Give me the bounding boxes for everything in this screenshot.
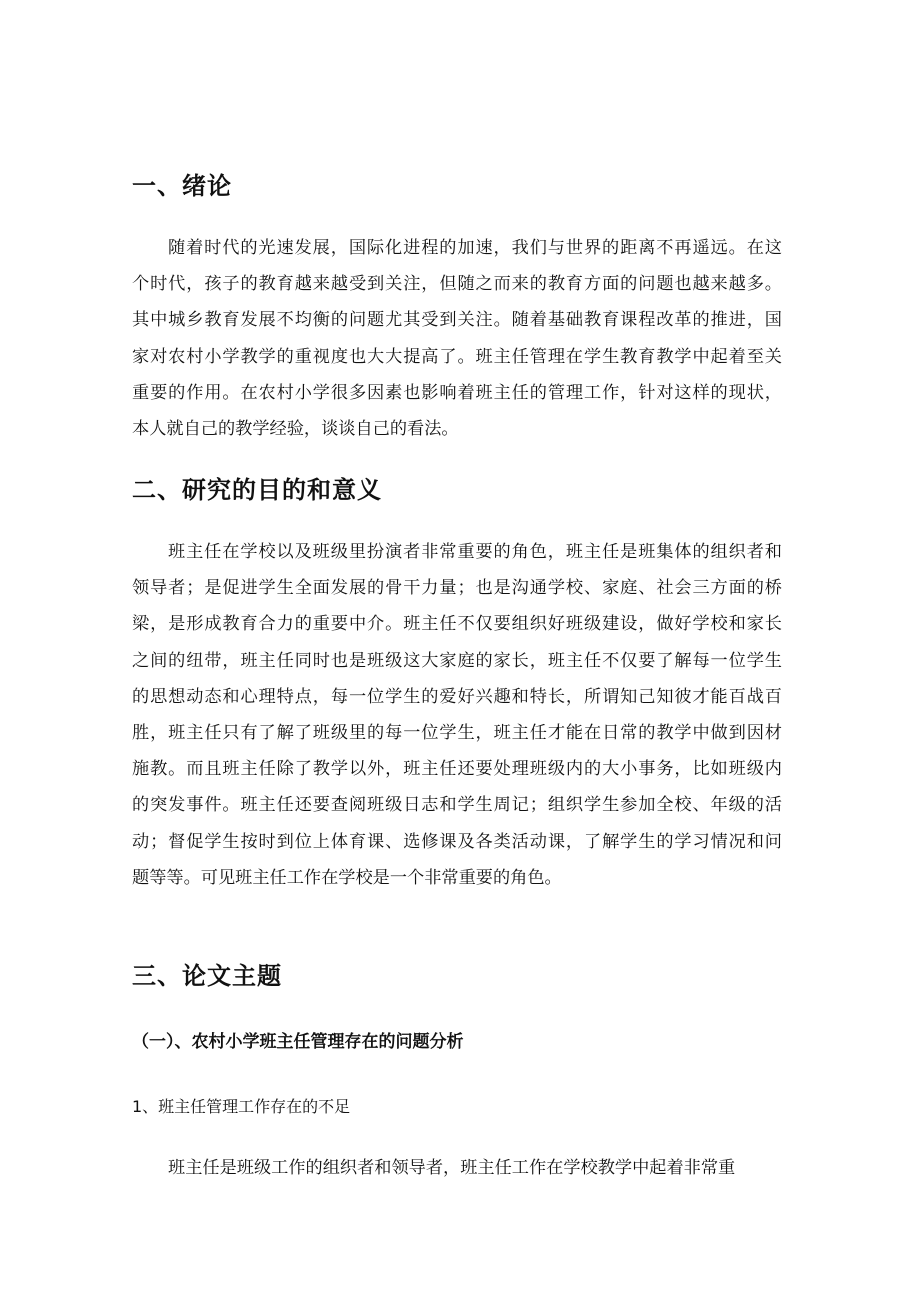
section-paragraph-thesis-topic [132,1150,782,1186]
subsubsection-heading: 1、班主任管理工作存在的不足 [132,1097,351,1116]
paragraph-line: 的突发事件。班主任还要查阅班级日志和学生周记；组织学生参加全校、年级的活 [132,795,782,816]
paragraph-line: 施教。而且班主任除了教学以外，班主任还要处理班级内的大小事务，比如班级内 [132,759,782,780]
paragraph-line: 题等等。可见班主任工作在学校是一个非常重要的角色。 [132,867,562,888]
section-paragraph-purpose [132,534,782,896]
paragraph-line: 领导者；是促进学生全面发展的骨干力量；也是沟通学校、家庭、社会三方面的桥 [132,578,782,599]
paragraph-line: 随着时代的光速发展，国际化进程的加速，我们与世界的距离不再遥远。在这 [168,238,782,258]
paragraph-line: 其中城乡教育发展不均衡的问题尤其受到关注。随着基础教育课程改革的推进，国 [132,310,782,331]
section-heading-purpose: 二、研究的目的和意义 [132,476,382,504]
paragraph-line: 个时代，孩子的教育越来越受到关注，但随之而来的教育方面的问题也越来越多。 [132,274,782,295]
paragraph-line: 班主任在学校以及班级里扮演者非常重要的角色，班主任是班集体的组织者和 [168,542,782,562]
section-heading-introduction: 一、绪论 [132,172,232,200]
section-heading-thesis-topic: 三、论文主题 [132,962,282,990]
paragraph-line: 动；督促学生按时到位上体育课、选修课及各类活动课，了解学生的学习情况和问 [132,831,782,852]
paragraph-line: 胜，班主任只有了解了班级里的每一位学生，班主任才能在日常的教学中做到因材 [132,722,782,743]
paragraph-line: 重要的作用。在农村小学很多因素也影响着班主任的管理工作，针对这样的现状， [132,382,782,403]
paragraph-line: 班主任是班级工作的组织者和领导者，班主任工作在学校教学中起着非常重 [168,1158,736,1178]
paragraph-line: 家对农村小学教学的重视度也大大提高了。班主任管理在学生教育教学中起着至关 [132,346,782,367]
paragraph-line: 本人就自己的教学经验，谈谈自己的看法。 [132,418,459,439]
subsection-heading: （一）、农村小学班主任管理存在的问题分析 [132,1032,464,1052]
section-paragraph-introduction [132,230,782,447]
paragraph-line: 的思想动态和心理特点，每一位学生的爱好兴趣和特长，所谓知己知彼才能百战百 [132,686,782,707]
paragraph-line: 梁，是形成教育合力的重要中介。班主任不仅要组织好班级建设，做好学校和家长 [132,614,782,635]
paragraph-line: 之间的纽带，班主任同时也是班级这大家庭的家长，班主任不仅要了解每一位学生 [132,650,782,671]
